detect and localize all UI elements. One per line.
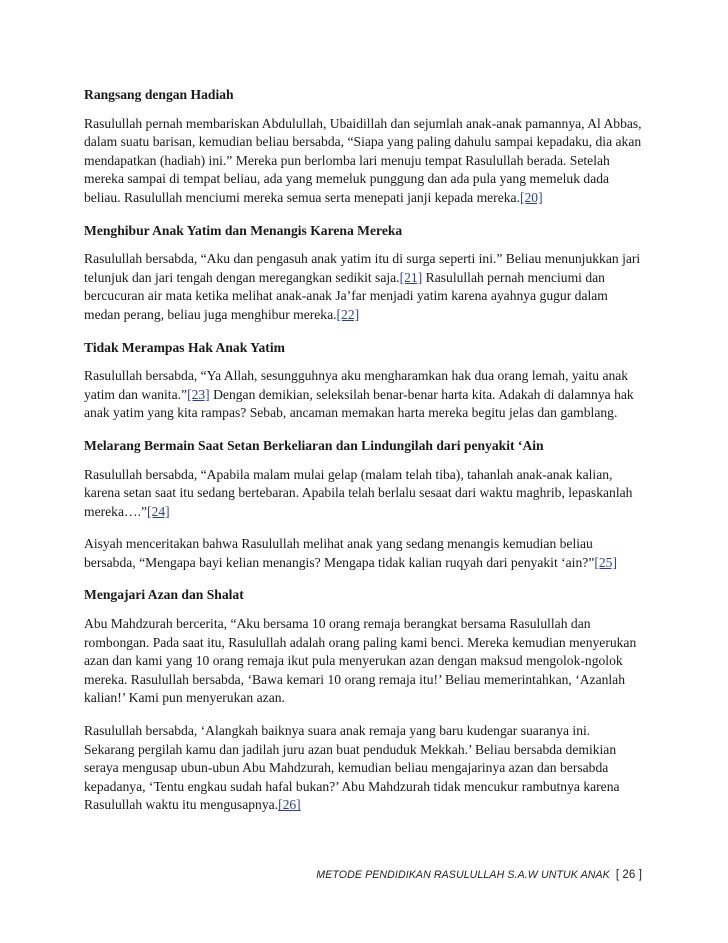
paragraph (84, 367, 644, 423)
paragraph-text: Aisyah menceritakan bahwa Rasulullah melihat anak yang sedang menangis kemudian beliau bersabda, “Mengapa bayi kelian menangis? Mengapa tidak kalian ruqyah dari penyakit ‘ain?” (84, 536, 595, 570)
paragraph (84, 722, 644, 815)
paragraph-text: Abu Mahdzurah bercerita, “Aku bersama 10 orang remaja berangkat bersama Rasulullah dan rombongan. Pada saat itu, Rasulullah adalah orang paling kami benci. Mereka kemudian menyerukan azan dan kami yang 10 orang remaja ikut pula menyerukan azan dengan maksud mengolok-ngolok mereka. Rasulullah bersabda, ‘Bawa kemari 10 orang remaja itu!’ Beliau memerintahkan, ‘Azanlah kalian!’ Kami pun menyerukan azan. (84, 616, 637, 706)
paragraph-text: Dengan demikian, seleksilah benar-benar harta kita. Adakah di dalamnya hak anak yatim yang kita rampas? Sebab, ancaman memakan harta mereka begitu jelas dan gamblang. (84, 386, 634, 421)
paragraph-text: Rasulullah pernah membariskan Abdulullah, Ubaidillah dan sejumlah anak-anak pamannya, Al Abbas, dalam suatu barisan, kemudian beliau bersabda, “Siapa yang paling dahulu sampai kepadaku, dia akan mendapatkan (hadiah) ini.” Mereka pun berlomba lari menuju tempat Rasulullah berada. Setelah mereka sampai di tempat beliau, ada yang memeluk punggung dan ada pula yang memeluk dada beliau. Rasulullah menciumi mereka semua serta menepati janji kepada mereka. (84, 115, 642, 205)
footnote-link[interactable]: [23] (187, 386, 210, 402)
footnote-link[interactable]: [20] (519, 189, 543, 205)
paragraph (84, 466, 644, 522)
section-heading: Rangsang dengan Hadiah (84, 87, 234, 102)
paragraph (84, 115, 644, 208)
footer-title: METODE PENDIDIKAN RASULULLAH S.A.W UNTUK ANAK (316, 869, 610, 881)
paragraph-text: Rasulullah pernah menciumi dan bercucuran air mata ketika melihat anak-anak Ja’far menjadi yatim karena ayahnya gugur dalam medan perang, beliau juga menghibur mereka. (84, 269, 608, 322)
section-heading: Menghibur Anak Yatim dan Menangis Karena Mereka (84, 222, 403, 238)
page-footer (316, 869, 642, 881)
paragraph (84, 250, 644, 324)
page-number: [ 26 ] (615, 869, 642, 881)
footnote-link[interactable]: [22] (336, 306, 360, 322)
footnote-link[interactable]: [21] (399, 269, 423, 285)
section-heading: Melarang Bermain Saat Setan Berkeliaran dan Lindungilah dari penyakit ‘Ain (84, 437, 544, 453)
document-body (84, 86, 644, 829)
paragraph-text: Rasulullah bersabda, “Ya Allah, sesungguhnya aku mengharamkan hak dua orang lemah, yaitu anak yatim dan wanita.” (84, 368, 629, 402)
paragraph (84, 535, 644, 572)
paragraph-text: Rasulullah bersabda, ‘Alangkah baiknya suara anak remaja yang baru kudengar suaranya ini. Sekarang pergilah kamu dan jadilah juru azan buat penduduk Mekkah.’ Beliau bersabda demikian seraya mengusap ubun-ubun Abu Mahdzurah, kemudian beliau mengajarinya azan dan bersabda kepadanya, ‘Tentu engkau sudah hafal bukan?’ Abu Mahdzurah tidak mencukur rambutnya karena Rasulullah waktu itu mengusapnya. (84, 723, 620, 813)
paragraph (84, 615, 644, 708)
section-heading: Tidak Merampas Hak Anak Yatim (84, 339, 285, 355)
footnote-link[interactable]: [26] (278, 797, 301, 813)
paragraph-text: Rasulullah bersabda, “Apabila malam mulai gelap (malam telah tiba), tahanlah anak-anak kalian, karena setan saat itu sedang bertebaran. Apabila telah berlalu sesaat dari waktu maghrib, lepaskanlah mereka….” (84, 466, 633, 519)
footnote-link[interactable]: [25] (594, 554, 617, 570)
paragraph-text: Rasulullah bersabda, “Aku dan pengasuh anak yatim itu di surga seperti ini.” Beliau menunjukkan jari telunjuk dan jari tengah dengan meregangkan sedikit saja. (84, 251, 641, 285)
section-heading: Mengajari Azan dan Shalat (84, 587, 244, 603)
footnote-link[interactable]: [24] (147, 503, 170, 519)
